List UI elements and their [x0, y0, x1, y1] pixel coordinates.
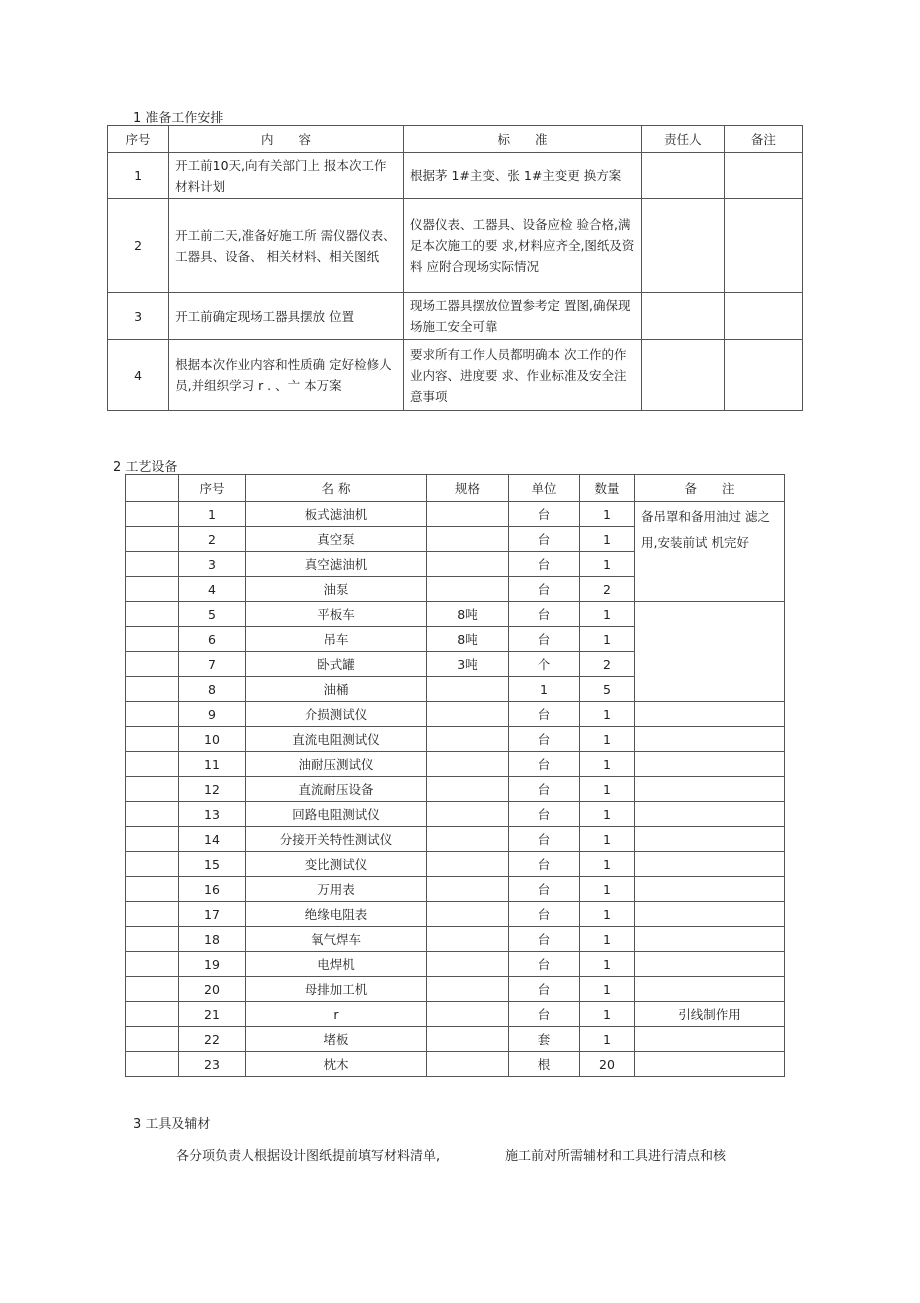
row-qty: 1: [580, 702, 635, 727]
work-arrangement-table: [107, 125, 803, 411]
table-row: [126, 702, 785, 727]
row-qty: 1: [580, 727, 635, 752]
row-no: 2: [179, 527, 246, 552]
table-row: [126, 977, 785, 1002]
table-row: [126, 927, 785, 952]
row-spec: [427, 802, 509, 827]
row-note: [635, 802, 785, 827]
blank-cell: [126, 752, 179, 777]
row-qty: 2: [580, 652, 635, 677]
row-spec: [427, 1002, 509, 1027]
row-unit: 台: [509, 552, 580, 577]
header-cell: 规格: [427, 475, 509, 502]
row-name: 板式滤油机: [246, 502, 427, 527]
row-person: [642, 153, 725, 199]
blank-cell: [126, 802, 179, 827]
row-spec: [427, 777, 509, 802]
row-qty: 1: [580, 552, 635, 577]
blank-cell: [126, 602, 179, 627]
row-no: 1: [108, 153, 169, 199]
row-unit: 台: [509, 702, 580, 727]
row-no: 8: [179, 677, 246, 702]
row-qty: 1: [580, 627, 635, 652]
blank-cell: [126, 1027, 179, 1052]
row-content: 开工前确定现场工器具摆放 位置: [169, 293, 404, 340]
row-qty: 1: [580, 927, 635, 952]
table-row: [126, 502, 785, 527]
row-spec: [427, 1052, 509, 1077]
row-content: 开工前10天,向有关部门上 报本次工作材料计划: [169, 153, 404, 199]
table-row: [126, 1027, 785, 1052]
row-no: 13: [179, 802, 246, 827]
header-cell: 备注: [724, 126, 802, 153]
row-name: 分接开关特性测试仪: [246, 827, 427, 852]
row-qty: 1: [580, 752, 635, 777]
row-no: 3: [179, 552, 246, 577]
row-unit: 台: [509, 602, 580, 627]
row-no: 7: [179, 652, 246, 677]
row-qty: 5: [580, 677, 635, 702]
blank-cell: [126, 777, 179, 802]
row-name: 回路电阻测试仪: [246, 802, 427, 827]
row-note: [635, 952, 785, 977]
row-name: 介损测试仪: [246, 702, 427, 727]
header-cell: 名 称: [246, 475, 427, 502]
table-row: [126, 852, 785, 877]
row-standard: 根据茅 1#主变、张 1#主变更 换方案: [404, 153, 642, 199]
row-no: 5: [179, 602, 246, 627]
table-row: [126, 1052, 785, 1077]
header-cell: 内 容: [169, 126, 404, 153]
row-name: 直流电阻测试仪: [246, 727, 427, 752]
blank-cell: [126, 927, 179, 952]
row-note: [635, 1052, 785, 1077]
row-note: [724, 293, 802, 340]
row-unit: 台: [509, 852, 580, 877]
row-spec: [427, 502, 509, 527]
row-spec: [427, 677, 509, 702]
row-name: 万用表: [246, 877, 427, 902]
row-no: 4: [179, 577, 246, 602]
row-unit: 台: [509, 1002, 580, 1027]
row-spec: 3吨: [427, 652, 509, 677]
header-cell: 责任人: [642, 126, 725, 153]
row-unit: 套: [509, 1027, 580, 1052]
row-name: 真空泵: [246, 527, 427, 552]
row-name: 直流耐压设备: [246, 777, 427, 802]
row-name: 堵板: [246, 1027, 427, 1052]
row-note: [635, 852, 785, 877]
row-spec: [427, 577, 509, 602]
row-note: [724, 153, 802, 199]
row-unit: 台: [509, 902, 580, 927]
blank-cell: [126, 552, 179, 577]
table-row: [126, 902, 785, 927]
row-qty: 1: [580, 1027, 635, 1052]
blank-cell: [126, 652, 179, 677]
row-name: 绝缘电阻表: [246, 902, 427, 927]
row-qty: 1: [580, 977, 635, 1002]
row-no: 2: [108, 199, 169, 293]
row-unit: 台: [509, 627, 580, 652]
header-cell: 数量: [580, 475, 635, 502]
row-person: [642, 293, 725, 340]
row-unit: 台: [509, 927, 580, 952]
row-spec: [427, 727, 509, 752]
table-row: [126, 752, 785, 777]
header-cell: 备 注: [635, 475, 785, 502]
row-qty: 20: [580, 1052, 635, 1077]
row-unit: 1: [509, 677, 580, 702]
row-spec: [427, 527, 509, 552]
row-note: [635, 1027, 785, 1052]
row-no: 4: [108, 340, 169, 411]
row-note: 引线制作用: [635, 1002, 785, 1027]
row-no: 16: [179, 877, 246, 902]
row-no: 12: [179, 777, 246, 802]
row-no: 15: [179, 852, 246, 877]
section2-title: 2 工艺设备: [113, 460, 178, 475]
table-row: [126, 827, 785, 852]
row-name: 平板车: [246, 602, 427, 627]
row-unit: 台: [509, 752, 580, 777]
table-row: [126, 877, 785, 902]
row-name: 油桶: [246, 677, 427, 702]
table-row: [126, 602, 785, 627]
header-cell: 单位: [509, 475, 580, 502]
row-content: 根据本次作业内容和性质确 定好检修人员,并组织学习 r . 、亠 本万案: [169, 340, 404, 411]
row-note: [635, 902, 785, 927]
row-unit: 台: [509, 802, 580, 827]
row-no: 23: [179, 1052, 246, 1077]
row-standard: 仪器仪表、工器具、设备应检 验合格,满足本次施工的要 求,材料应齐全,图纸及资料 应附合现场实际情况: [404, 199, 642, 293]
row-qty: 1: [580, 902, 635, 927]
blank-cell: [126, 852, 179, 877]
row-unit: 台: [509, 777, 580, 802]
blank-cell: [126, 527, 179, 552]
row-no: 22: [179, 1027, 246, 1052]
row-qty: 1: [580, 827, 635, 852]
table-row: [126, 777, 785, 802]
row-note: [635, 752, 785, 777]
row-qty: 1: [580, 602, 635, 627]
row-spec: 8吨: [427, 602, 509, 627]
row-spec: [427, 1027, 509, 1052]
row-name: 母排加工机: [246, 977, 427, 1002]
row-no: 17: [179, 902, 246, 927]
row-qty: 1: [580, 527, 635, 552]
row-name: 电焊机: [246, 952, 427, 977]
blank-cell: [126, 1052, 179, 1077]
blank-cell: [126, 502, 179, 527]
section3-text-left: 各分项负责人根据设计图纸提前填写材料清单,: [176, 1149, 441, 1164]
row-qty: 2: [580, 577, 635, 602]
table-header-row: [108, 126, 803, 153]
row-unit: 个: [509, 652, 580, 677]
row-spec: [427, 552, 509, 577]
row-no: 11: [179, 752, 246, 777]
row-no: 6: [179, 627, 246, 652]
table-row: [108, 199, 803, 293]
row-no: 1: [179, 502, 246, 527]
row-unit: 台: [509, 577, 580, 602]
row-qty: 1: [580, 952, 635, 977]
row-person: [642, 199, 725, 293]
blank-cell: [126, 577, 179, 602]
row-content: 开工前二天,准备好施工所 需仪器仪表、工器具、设备、 相关材料、相关图纸: [169, 199, 404, 293]
row-spec: [427, 702, 509, 727]
row-spec: [427, 877, 509, 902]
row-note: [635, 702, 785, 727]
row-note: [635, 602, 785, 702]
section1-title: 1 准备工作安排: [133, 111, 224, 126]
row-no: 20: [179, 977, 246, 1002]
table-row: [108, 153, 803, 199]
header-cell-blank: [126, 475, 179, 502]
row-unit: 台: [509, 527, 580, 552]
row-spec: 8吨: [427, 627, 509, 652]
row-spec: [427, 827, 509, 852]
row-name: 油泵: [246, 577, 427, 602]
row-no: 21: [179, 1002, 246, 1027]
table-row: [126, 1002, 785, 1027]
row-standard: 现场工器具摆放位置参考定 置图,确保现场施工安全可靠: [404, 293, 642, 340]
row-note: 备吊罩和备用油过 滤之用,安装前试 机完好: [635, 502, 785, 602]
header-cell: 序号: [108, 126, 169, 153]
row-spec: [427, 902, 509, 927]
row-name: 枕木: [246, 1052, 427, 1077]
row-note: [635, 777, 785, 802]
blank-cell: [126, 952, 179, 977]
row-spec: [427, 977, 509, 1002]
table-header-row: [126, 475, 785, 502]
header-cell: 序号: [179, 475, 246, 502]
row-qty: 1: [580, 777, 635, 802]
row-name: 真空滤油机: [246, 552, 427, 577]
row-no: 10: [179, 727, 246, 752]
row-qty: 1: [580, 502, 635, 527]
row-note: [724, 199, 802, 293]
table-row: [126, 802, 785, 827]
blank-cell: [126, 727, 179, 752]
row-note: [635, 977, 785, 1002]
row-spec: [427, 752, 509, 777]
row-unit: 台: [509, 827, 580, 852]
blank-cell: [126, 877, 179, 902]
blank-cell: [126, 702, 179, 727]
row-spec: [427, 927, 509, 952]
row-qty: 1: [580, 877, 635, 902]
row-name: r: [246, 1002, 427, 1027]
row-no: 14: [179, 827, 246, 852]
row-note: [635, 727, 785, 752]
row-name: 吊车: [246, 627, 427, 652]
row-spec: [427, 952, 509, 977]
table-row: [108, 293, 803, 340]
row-standard: 要求所有工作人员都明确本 次工作的作业内容、进度要 求、作业标准及安全注意事项: [404, 340, 642, 411]
header-cell: 标 准: [404, 126, 642, 153]
row-name: 变比测试仪: [246, 852, 427, 877]
blank-cell: [126, 627, 179, 652]
row-note: [635, 827, 785, 852]
table-row: [126, 727, 785, 752]
row-name: 卧式罐: [246, 652, 427, 677]
row-person: [642, 340, 725, 411]
blank-cell: [126, 902, 179, 927]
row-unit: 台: [509, 952, 580, 977]
section3-text-right: 施工前对所需辅材和工具进行清点和核: [505, 1149, 727, 1164]
table-row: [126, 952, 785, 977]
table-row: [108, 340, 803, 411]
blank-cell: [126, 1002, 179, 1027]
row-no: 19: [179, 952, 246, 977]
row-no: 9: [179, 702, 246, 727]
row-unit: 台: [509, 502, 580, 527]
row-unit: 根: [509, 1052, 580, 1077]
row-no: 18: [179, 927, 246, 952]
row-qty: 1: [580, 1002, 635, 1027]
row-spec: [427, 852, 509, 877]
blank-cell: [126, 677, 179, 702]
row-note: [724, 340, 802, 411]
row-name: 油耐压测试仪: [246, 752, 427, 777]
row-no: 3: [108, 293, 169, 340]
row-unit: 台: [509, 727, 580, 752]
row-unit: 台: [509, 977, 580, 1002]
section3-title: 3 工具及辅材: [133, 1117, 211, 1132]
row-name: 氧气焊车: [246, 927, 427, 952]
row-note: [635, 877, 785, 902]
row-note: [635, 927, 785, 952]
row-unit: 台: [509, 877, 580, 902]
blank-cell: [126, 827, 179, 852]
row-qty: 1: [580, 852, 635, 877]
equipment-table: [125, 474, 785, 1077]
row-qty: 1: [580, 802, 635, 827]
blank-cell: [126, 977, 179, 1002]
